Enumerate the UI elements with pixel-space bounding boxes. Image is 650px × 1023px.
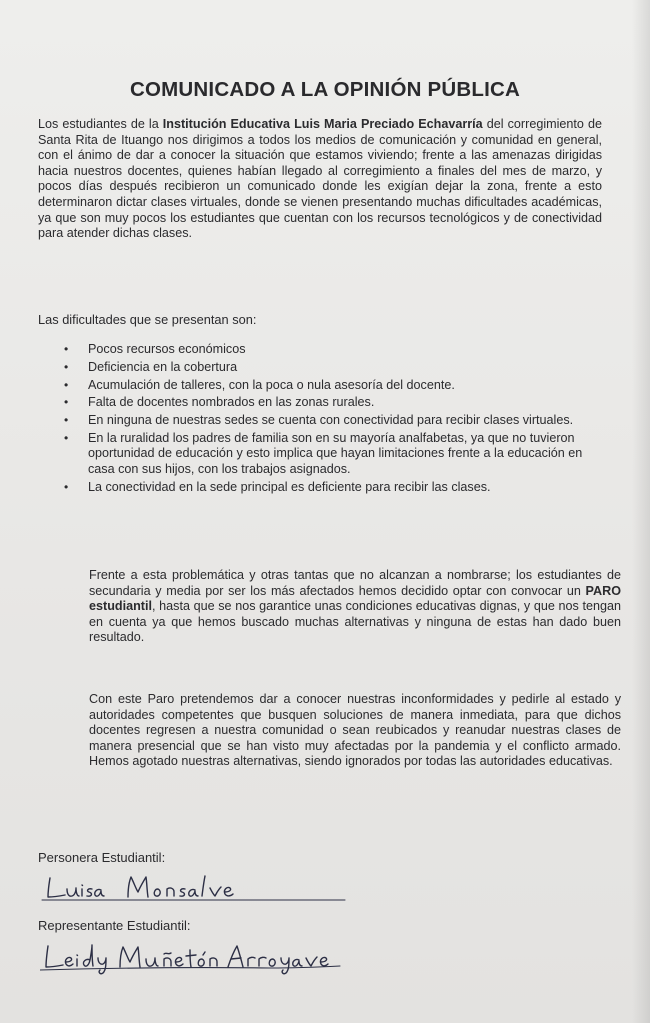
difficulties-lead: Las dificultades que se presentan son:: [38, 312, 257, 327]
representante-label: Representante Estudiantil:: [38, 918, 191, 933]
bullet-icon: •: [64, 430, 69, 445]
list-item-text: Pocos recursos económicos: [88, 342, 246, 356]
personera-label: Personera Estudiantil:: [38, 850, 166, 865]
demands-paragraph: Con este Paro pretendemos dar a conocer nuestras inconformidades y pedirle al estado y autoridades competentes que busquen soluciones de manera inmediata, para que dichos docentes regresen a nuestra comunidad o sean reubicados y reanudar nuestras clases de manera presencial que se han visto muy afectadas por la pandemia y el conflicto armado. Hemos agotado nuestras alternativas, siendo ignorados por todas las autoridades educativas.: [89, 692, 621, 769]
representante-signature: [40, 940, 360, 976]
bullet-icon: •: [64, 479, 69, 494]
strike-paragraph-before: Frente a esta problemática y otras tantas que no alcanzan a nombrarse; los estudiantes de secundaria y media por ser los más afectados hemos decidido optar con convocar un: [89, 568, 621, 598]
strike-paragraph: [89, 568, 621, 646]
list-item: [64, 395, 604, 410]
intro-body: del corregimiento de Santa Rita de Ituango nos dirigimos a todos los medios de comunicación y comunidad en general, con el ánimo de dar a conocer la situación que estamos viviendo; frente a las amenazas dirigidas hacia nuestros docentes, quienes habían llegado al corregimiento a finales del mes de marzo, y pocos días después recibieron un comunicado donde les exigían dejar la zona, frente a esto determinaron dictar clases virtuales, donde se vienen presentando muchas dificultades académicas, ya que son muy pocos los estudiantes que cuentan con los recursos tecnológicos y de conectividad para atender dichas clases.: [38, 117, 602, 241]
document-title: COMUNICADO A LA OPINIÓN PÚBLICA: [130, 78, 520, 101]
list-item-text: La conectividad en la sede principal es deficiente para recibir las clases.: [88, 479, 491, 494]
list-item: [64, 413, 604, 428]
bullet-icon: •: [64, 395, 69, 410]
list-item: [64, 360, 604, 375]
strike-paragraph-after: , hasta que se nos garantice unas condiciones educativas dignas, y que nos tengan en cuenta ya que hemos buscado muchas alternativas y ninguna de estas han dado buen resultado.: [89, 599, 621, 645]
list-item-text: En ninguna de nuestras sedes se cuenta con conectividad para recibir clases virtuales.: [88, 413, 574, 428]
list-item-text: Deficiencia en la cobertura: [88, 359, 238, 374]
list-item-text: Falta de docentes nombrados en las zonas rurales.: [88, 395, 375, 410]
difficulties-list: [64, 342, 604, 497]
list-item: [64, 480, 604, 495]
list-item-text: En la ruralidad los padres de familia son en su mayoría analfabetas, ya que no tuvieron oportunidad de educación y esto implica que hayan limitaciones frente a la educación en casa con sus hijos, con los trabajos asignados.: [88, 430, 583, 476]
bullet-icon: •: [64, 377, 69, 392]
intro-prefix: Los estudiantes de la: [38, 117, 163, 131]
list-item: [64, 431, 604, 477]
bullet-icon: •: [64, 359, 69, 374]
intro-paragraph: [38, 117, 602, 242]
institution-name: Institución Educativa Luis Maria Preciado Echavarría: [162, 117, 483, 131]
personera-signature: [40, 870, 360, 904]
list-item-text: Acumulación de talleres, con la poca o nula asesoría del docente.: [88, 377, 455, 392]
bullet-icon: •: [64, 342, 69, 356]
bullet-icon: •: [64, 413, 69, 428]
strike-keyword: PARO estudiantil: [89, 583, 621, 614]
list-item: [64, 342, 604, 357]
list-item: [64, 378, 604, 393]
